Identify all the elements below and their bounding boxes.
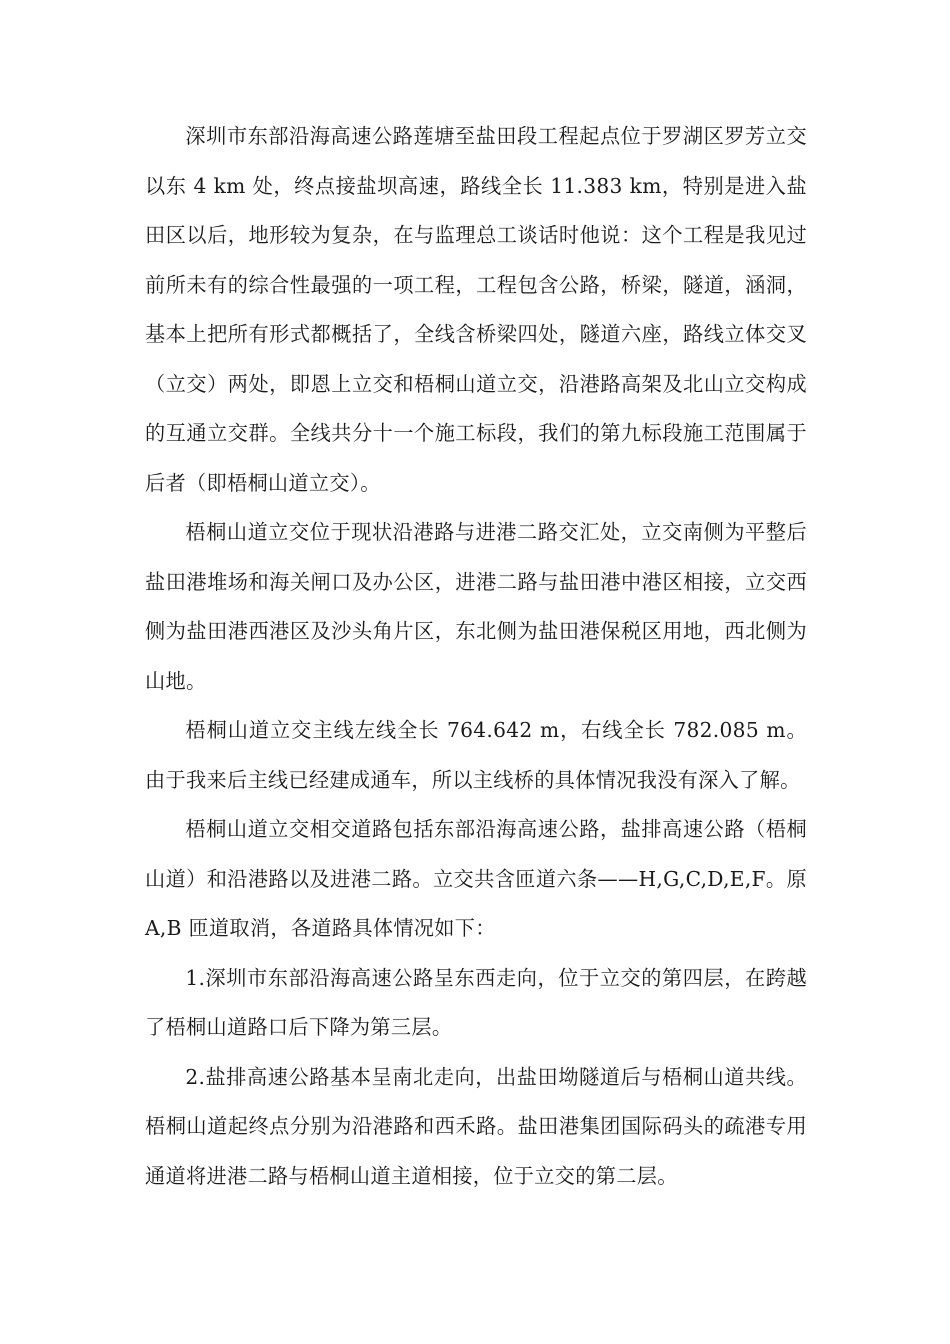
- paragraph-item-1: 1.深圳市东部沿海高速公路呈东西走向，位于立交的第四层，在跨越了梧桐山道路口后下降为第三层。: [145, 965, 807, 1039]
- paragraph-project-overview: 深圳市东部沿海高速公路莲塘至盐田段工程起点位于罗湖区罗芳立交以东 4 km 处，终点接盐坝高速，路线全长 11.383 km，特别是进入盐田区以后，地形较为复杂，在与监理总工谈话时他说：这个工程是我见过前所未有的综合性最强的一项工程，工程包含公路，桥梁，隧道，涵洞，基本上把所有形式都概括了，全线含桥梁四处，隧道六座，路线立体交叉（立交）两处，即恩上立交和梧桐山道立交，沿港路高架及北山立交构成的互通立交群。全线共分十一个施工标段，我们的第九标段施工范围属于后者（即梧桐山道立交）。: [145, 124, 807, 495]
- paragraph-intersecting-roads: 梧桐山道立交相交道路包括东部沿海高速公路，盐排高速公路（梧桐山道）和沿港路以及进港二路。立交共含匝道六条——H,G,C,D,E,F。原 A,B 匝道取消，各道路具体情况如下：: [145, 817, 807, 940]
- document-body: [145, 112, 807, 1201]
- paragraph-mainline-length: 梧桐山道立交主线左线全长 764.642 m，右线全长 782.085 m。由于我来后主线已经建成通车，所以主线桥的具体情况我没有深入了解。: [145, 718, 807, 792]
- paragraph-item-2: 2.盐排高速公路基本呈南北走向，出盐田坳隧道后与梧桐山道共线。梧桐山道起终点分别为沿港路和西禾路。盐田港集团国际码头的疏港专用通道将进港二路与梧桐山道主道相接，位于立交的第二层。: [145, 1064, 807, 1188]
- paragraph-interchange-location: 梧桐山道立交位于现状沿港路与进港二路交汇处，立交南侧为平整后盐田港堆场和海关闸口及办公区，进港二路与盐田港中港区相接，立交西侧为盐田港西港区及沙头角片区，东北侧为盐田港保税区用地，西北侧为山地。: [145, 520, 807, 693]
